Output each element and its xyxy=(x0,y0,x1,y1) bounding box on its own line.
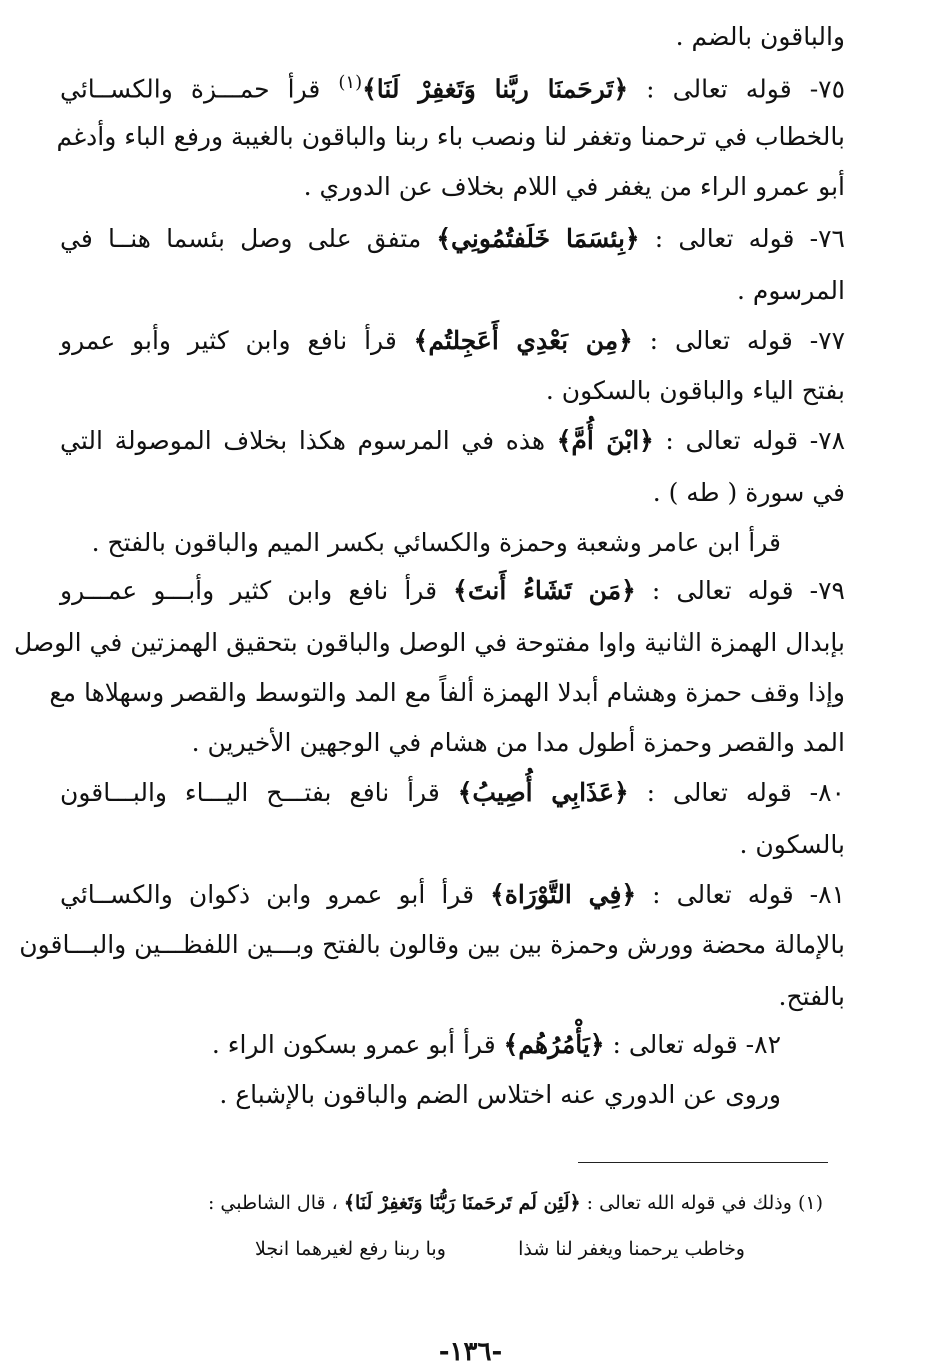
text-line-7: ٧٧- قوله تعالى : ﴿مِن بَعْدِي أَعَجِلتُم﴾ قرأ نافع وابن كثير وأبو عمرو xyxy=(60,326,845,355)
text-line-12: ٧٩- قوله تعالى : ﴿مَن تَشَاءُ أَنتَ﴾ قرأ نافع وابن كثير وأبـــو عمـــرو xyxy=(60,576,845,605)
text-line-4: أبو عمرو الراء من يغفر في اللام بخلاف عن الدوري . xyxy=(303,172,845,201)
quran-quote: ﴿بِئسَمَا خَلَفتُمُونِي﴾ xyxy=(436,224,640,253)
quran-quote: ﴿يَأْمُرُهُم﴾ xyxy=(503,1030,605,1059)
footnote-ref[interactable]: (١) xyxy=(338,72,363,93)
text-line-9: ٧٨- قوله تعالى : ﴿ابْنَ أُمَّ﴾ هذه في المرسوم هكذا بخلاف الموصولة التي xyxy=(60,426,846,455)
text-line-1: والباقون بالضم . xyxy=(675,22,845,51)
text-line-3: بالخطاب في ترحمنا وتغفر لنا ونصب باء ربنا والباقون بالغيبة ورفع الباء وأدغم xyxy=(56,122,845,151)
text-line-5: ٧٦- قوله تعالى : ﴿بِئسَمَا خَلَفتُمُونِي﴾ متفق على وصل بئسما هنــا في xyxy=(60,224,845,253)
footnote-verse-second-hemistich: وبا ربنا رفع لغيرهما انجلا xyxy=(255,1238,446,1260)
footnote-text: (١) وذلك في قوله الله تعالى : ﴿لَئِن لَم تَرحَمنَا رَبُّنَا وَتَغفِرْ لَنَا﴾ ، قال الشاطبي : xyxy=(207,1192,823,1214)
text-line-6: المرسوم . xyxy=(736,276,845,305)
quran-quote: ﴿فِي التَّوْرَاة﴾ xyxy=(490,880,637,909)
text-line-20: بالفتح. xyxy=(778,982,845,1011)
quran-quote: ﴿عَذَابِي أُصِيبُ﴾ xyxy=(457,778,629,807)
text-line-21: ٨٢- قوله تعالى : ﴿يَأْمُرُهُم﴾ قرأ أبو عمرو بسكون الراء . xyxy=(211,1030,781,1059)
text-line-11: قرأ ابن عامر وشعبة وحمزة والكسائي بكسر الميم والباقون بالفتح . xyxy=(91,528,781,557)
footnote-quran-quote: ﴿لَئِن لَم تَرحَمنَا رَبُّنَا وَتَغفِرْ لَنَا﴾ xyxy=(343,1192,581,1214)
page-number: -١٣٦- xyxy=(438,1337,503,1367)
text-line-8: بفتح الياء والباقون بالسكون . xyxy=(545,376,845,405)
quran-quote: ﴿مِن بَعْدِي أَعَجِلتُم﴾ xyxy=(413,326,633,355)
text-line-15: المد والقصر وحمزة أطول مدا من هشام في الوجهين الأخيرين . xyxy=(191,728,845,757)
quran-quote: ﴿تَرحَمنَا ربَّنا وَتَغفِرْ لَنَا﴾ xyxy=(362,74,629,104)
text-line-18: ٨١- قوله تعالى : ﴿فِي التَّوْرَاة﴾ قرأ أبو عمرو وابن ذكوان والكســائي xyxy=(60,880,845,909)
quran-quote: ﴿ابْنَ أُمَّ﴾ xyxy=(556,426,654,455)
text-line-13: بإبدال الهمزة الثانية واوا مفتوحة في الوصل والباقون بتحقيق الهمزتين في الوصل xyxy=(13,628,845,657)
text-line-19: بالإمالة محضة وورش وحمزة بين بين وقالون بالفتح وبـــين اللفظـــين والبـــاقون xyxy=(19,930,845,959)
quran-quote: ﴿مَن تَشَاءُ أَنتَ﴾ xyxy=(453,576,636,605)
footnote-divider xyxy=(578,1162,828,1163)
text-line-10: في سورة ( طه ) . xyxy=(652,478,845,507)
text-line-22: وروى عن الدوري عنه اختلاس الضم والباقون بالإشباع . xyxy=(219,1080,781,1109)
text-line-16: ٨٠- قوله تعالى : ﴿عَذَابِي أُصِيبُ﴾ قرأ نافع بفتـــح اليـــاء والبـــاقون xyxy=(60,778,845,807)
text-line-17: بالسكون . xyxy=(739,830,845,859)
text-line-2: ٧٥- قوله تعالى : ﴿تَرحَمنَا ربَّنا وَتَغفِرْ لَنَا﴾$^{(١)}$ قرأ حمـــزة والكســائي xyxy=(60,72,846,104)
footnote-verse-first-hemistich: وخاطب يرحمنا ويغفر لنا شذا xyxy=(518,1238,745,1260)
text-line-14: وإذا وقف حمزة وهشام أبدلا الهمزة ألفاً مع المد والتوسط والقصر وسهلاها مع xyxy=(49,678,845,707)
